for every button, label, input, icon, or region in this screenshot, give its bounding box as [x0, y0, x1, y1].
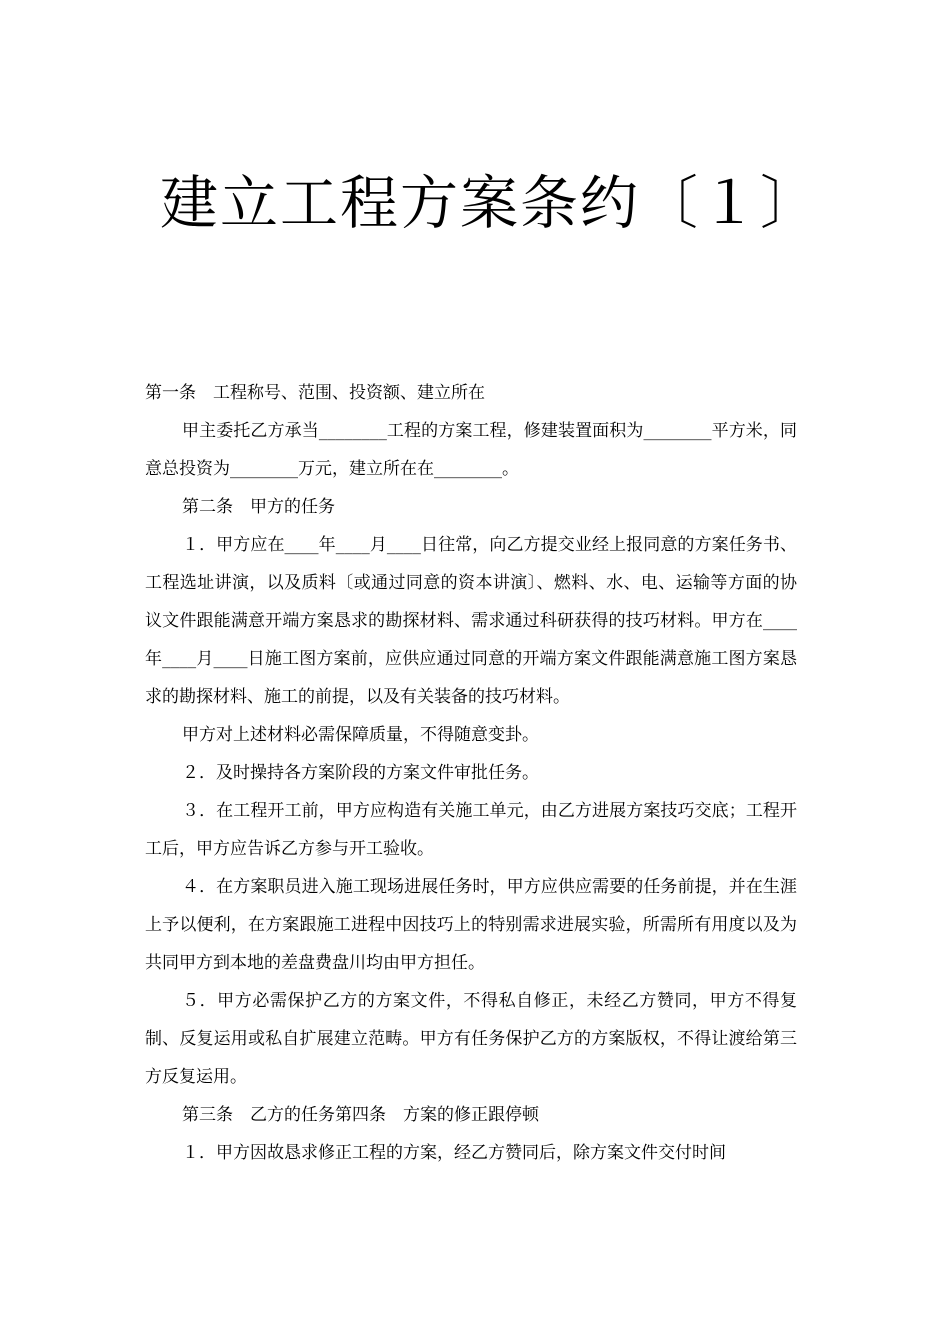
article-2-clause-4: ４．在方案职员进入施工现场进展任务时，甲方应供应需要的任务前提，并在生涯上予以便利，在方案跟施工进程中因技巧上的特别需求进展实验，所需所有用度以及为共同甲方到本地的差盘费盘川均由甲方担任。 [145, 877, 797, 973]
article-4-clause-1: １．甲方因故恳求修正工程的方案，经乙方赞同后，除方案文件交付时间 [182, 1143, 726, 1163]
article-1-heading: 第一条 工程称号、范围、投资额、建立所在 [145, 383, 485, 403]
article-2-clause-1: １．甲方应在____年____月____日往常，向乙方提交业经上报同意的方案任务书、工程选址讲演，以及质料〔或通过同意的资本讲演〕、燃料、水、电、运输等方面的协议文件跟能满意开端方案恳求的勘探材料、需求通过科研获得的技巧材料。甲方在____年____月____日施工图方案前，应供应通过同意的开端方案文件跟能满意施工图方案恳求的勘探材料、施工的前提，以及有关装备的技巧材料。 [145, 535, 797, 707]
article-2-heading: 第二条 甲方的任务 [182, 497, 335, 517]
document-title: 建立工程方案条约〔１〕 [160, 169, 821, 237]
article-1-text: 甲主委托乙方承当________工程的方案工程，修建装置面积为________平方米，同意总投资为________万元，建立所在在________。 [145, 421, 797, 479]
article-2-clause-1-note: 甲方对上述材料必需保障质量，不得随意变卦。 [182, 725, 539, 745]
article-2-clause-3: ３．在工程开工前，甲方应构造有关施工单元，由乙方进展方案技巧交底；工程开工后，甲方应告诉乙方参与开工验收。 [145, 801, 797, 859]
article-2-clause-2: ２．及时操持各方案阶段的方案文件审批任务。 [182, 763, 539, 783]
article-2-clause-5: ５．甲方必需保护乙方的方案文件，不得私自修正，未经乙方赞同，甲方不得复制、反复运用或私自扩展建立范畴。甲方有任务保护乙方的方案版权，不得让渡给第三方反复运用。 [145, 991, 797, 1087]
document-body [145, 374, 797, 1172]
article-3-4-heading: 第三条 乙方的任务第四条 方案的修正跟停顿 [182, 1105, 539, 1125]
